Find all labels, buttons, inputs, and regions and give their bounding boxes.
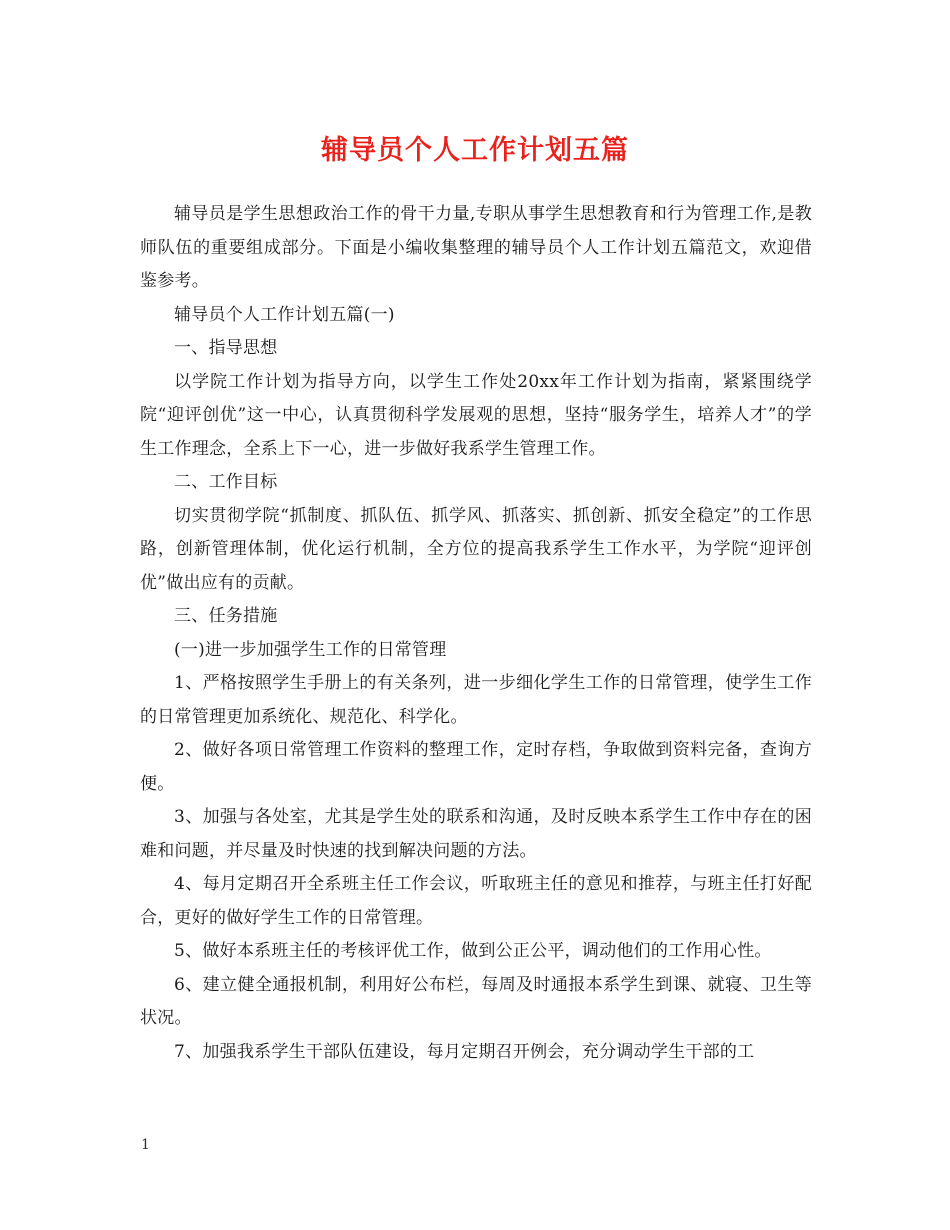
section-heading-work-goals: 二、工作目标	[174, 472, 278, 492]
paragraph-work-goals: 切实贯彻学院“抓制度、抓队伍、抓学风、抓落实、抓创新、抓安全稳定”的工作思路，创新管理体制，优化运行机制，全方位的提高我系学生工作水平，为学院“迎评创优”做出应有的贡献。	[140, 505, 812, 593]
section-heading-task-measures: 三、任务措施	[174, 606, 278, 626]
list-item-2: 2、做好各项日常管理工作资料的整理工作，定时存档，争取做到资料完备，查询方便。	[140, 740, 812, 794]
list-item-4: 4、每月定期召开全系班主任工作会议，听取班主任的意见和推荐，与班主任打好配合，更好的做好学生工作的日常管理。	[140, 874, 812, 928]
paragraph-intro: 辅导员是学生思想政治工作的骨干力量,专职从事学生思想教育和行为管理工作,是教师队伍的重要组成部分。下面是小编收集整理的辅导员个人工作计划五篇范文，欢迎借鉴参考。	[140, 204, 812, 291]
section-heading-plan-one: 辅导员个人工作计划五篇(一)	[174, 304, 395, 325]
list-item-1: 1、严格按照学生手册上的有关条列，进一步细化学生工作的日常管理，使学生工作的日常管理更加系统化、规范化、科学化。	[140, 673, 812, 727]
document-title: 辅导员个人工作计划五篇	[321, 135, 629, 166]
section-heading-guiding-ideology: 一、指导思想	[174, 338, 278, 358]
page-number: 1	[141, 1137, 150, 1153]
list-item-3: 3、加强与各处室，尤其是学生处的联系和沟通，及时反映本系学生工作中存在的困难和问题，并尽量及时快速的找到解决问题的方法。	[140, 807, 812, 861]
subsection-heading-daily-management: (一)进一步加强学生工作的日常管理	[174, 639, 447, 660]
paragraph-guiding-ideology: 以学院工作计划为指导方向，以学生工作处20xx年工作计划为指南，紧紧围绕学院“迎评创优”这一中心，认真贯彻科学发展观的思想，坚持“服务学生，培养人才”的学生工作理念，全系上下一心，进一步做好我系学生管理工作。	[140, 371, 812, 459]
list-item-5: 5、做好本系班主任的考核评优工作，做到公正公平，调动他们的工作用心性。	[174, 941, 772, 961]
list-item-7: 7、加强我系学生干部队伍建设，每月定期召开例会，充分调动学生干部的工	[174, 1041, 755, 1062]
document-body	[140, 198, 812, 1069]
list-item-6: 6、建立健全通报机制，利用好公布栏，每周及时通报本系学生到课、就寝、卫生等状况。	[140, 974, 812, 1028]
